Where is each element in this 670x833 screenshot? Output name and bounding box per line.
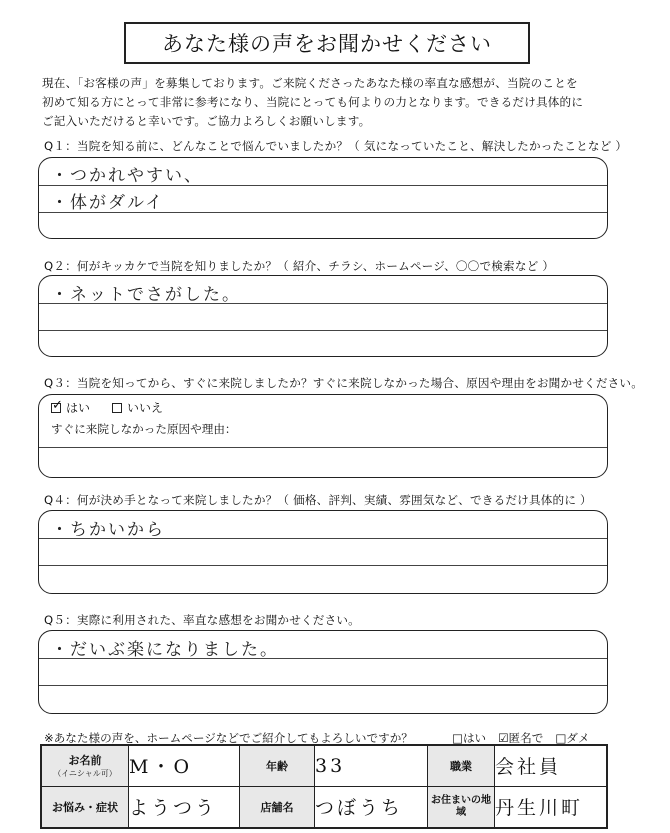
q1-answer-box [38,157,608,239]
consent-option-anonymous[interactable]: ☑匿名で [498,731,544,745]
area-label: お住まいの地域 [428,786,495,828]
job-value: 会社員 [495,745,608,786]
q3-reason-label: すぐに来院しなかった原因や理由： [51,422,237,436]
q3-no-label: いいえ [127,401,164,415]
consent-option-no[interactable]: □ダメ [555,731,590,745]
rule-line [39,330,607,331]
age-label: 年齢 [240,745,315,786]
q1-answer-2: ・体がダルイ [51,193,165,213]
q2-answer-1: ・ネットでさがした。 [51,285,241,305]
name-label: お名前 [68,754,102,768]
checkbox-icon[interactable] [112,403,122,413]
job-label: 職業 [428,745,495,786]
q3-no-option[interactable] [112,399,163,416]
q2-label: Q２：何がキッカケで当院を知りましたか？（ 紹介、チラシ、ホームページ、〇〇で検索など ） [44,259,555,273]
rule-line [39,565,607,566]
consent-option-yes[interactable]: □はい [452,731,487,745]
q4-label: Q４：何が決め手となって来院しましたか？（ 価格、評判、実績、雰囲気など、できるだけ具体的に ） [44,493,592,507]
symptom-value: ようつう [129,786,240,828]
q3-label: Q３：当院を知ってから、すぐに来院しましたか？すぐに来院しなかった場合、原因や理由をお聞かせください。 [44,376,644,390]
store-value: つぼうち [315,786,428,828]
symptom-label: お悩み・症状 [41,786,129,828]
checkbox-checked-icon[interactable] [51,403,61,413]
q4-answer-box [38,510,608,594]
q1-label: Q１：当院を知る前に、どんなことで悩んでいましたか？（ 気になっていたこと、解決したかったことなど ） [44,139,628,153]
name-sub-label: （イニシャル可） [53,769,117,779]
age-value: 33 [315,745,428,786]
q5-answer-1: ・だいぶ楽になりました。 [51,640,279,660]
q5-answer-box [38,630,608,714]
consent-question: ※あなた様の声を、ホームページなどでご紹介してもよろしいですか？ [44,731,413,745]
name-label-cell [41,745,129,786]
area-value: 丹生川町 [495,786,608,828]
q1-answer-1: ・つかれやすい、 [51,166,203,186]
q2-answer-box [38,275,608,357]
q3-check-row [51,399,163,416]
intro-text: 現在、「お客様の声」を募集しております。ご来院くださったあなた様の率直な感想が、当院のことを 初めて知る方にとって非常に参考になり、当院にとっても何よりの力となります。できるだけ具体的に ご記入いただけると幸いです。ご協力よろしくお願いします。 [42,76,584,128]
q3-yes-option[interactable] [51,399,90,416]
q5-label: Q５：実際に利用された、率直な感想をお聞かせください。 [44,613,360,627]
rule-line [39,447,607,448]
q4-answer-1: ・ちかいから [51,520,165,540]
q3-answer-box [38,394,608,478]
store-label: 店舗名 [240,786,315,828]
page-title: あなた様の声をお聞かせください [124,22,530,64]
respondent-info-table [40,744,608,829]
name-value: M・O [129,745,240,786]
rule-line [39,685,607,686]
q3-yes-label: はい [66,401,91,415]
